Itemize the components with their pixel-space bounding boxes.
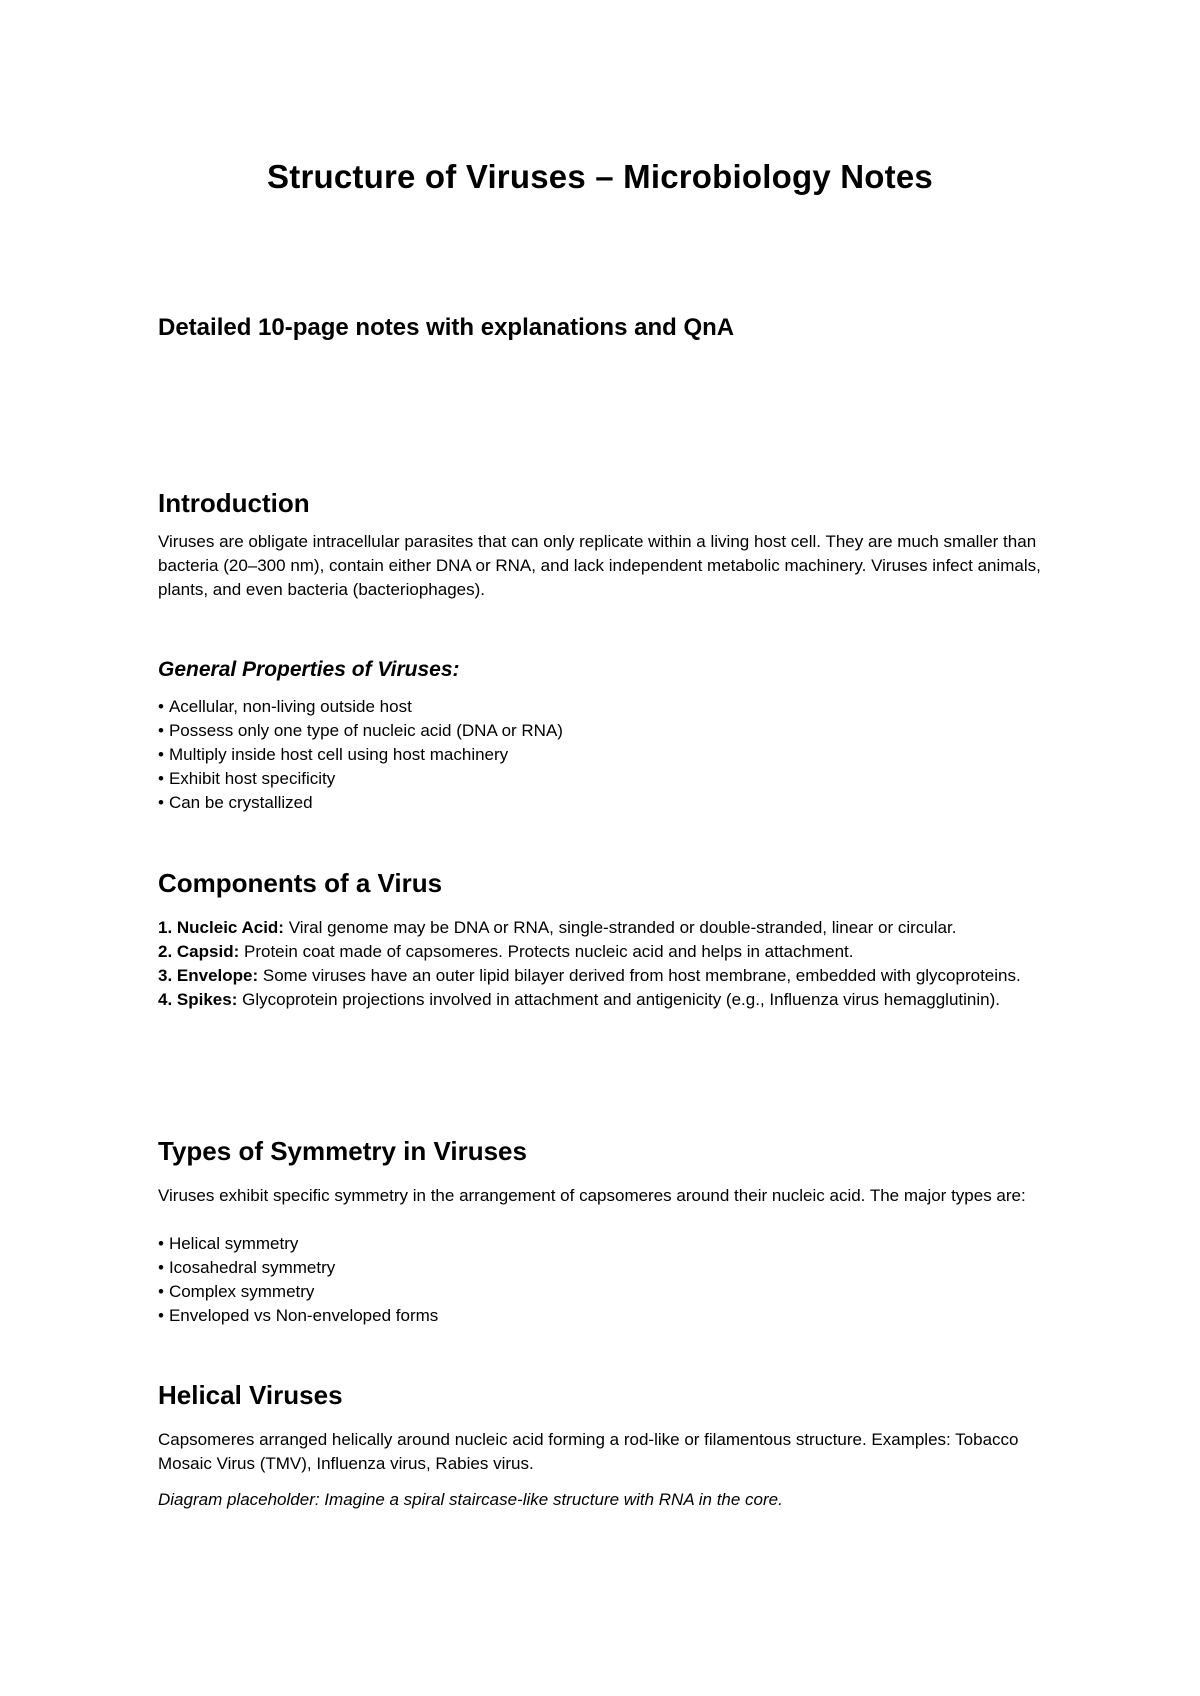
list-item: • Helical symmetry (158, 1234, 299, 1253)
components-heading: Components of a Virus (158, 868, 443, 898)
bullet-icon: • (158, 769, 164, 788)
bullet-icon: • (158, 1258, 164, 1277)
bullet-icon: • (158, 1306, 164, 1325)
document-subtitle: Detailed 10-page notes with explanations and QnA (158, 314, 735, 341)
list-item: • Enveloped vs Non-enveloped forms (158, 1306, 439, 1325)
list-item: • Complex symmetry (158, 1282, 315, 1301)
list-item: • Multiply inside host cell using host machinery (158, 745, 509, 764)
general-properties-heading: General Properties of Viruses: (158, 658, 460, 681)
bullet-icon: • (158, 1282, 164, 1301)
bullet-icon: • (158, 1234, 164, 1253)
bullet-icon: • (158, 697, 164, 716)
component-item-nucleic-acid: 1. Nucleic Acid: Viral genome may be DNA or RNA, single-stranded or double-stranded, linear or circular. (158, 918, 957, 937)
symmetry-list (158, 1232, 1058, 1328)
document-title: Structure of Viruses – Microbiology Notes (267, 158, 933, 195)
general-properties-list (158, 695, 1058, 815)
symmetry-heading: Types of Symmetry in Viruses (158, 1136, 527, 1166)
list-item: • Acellular, non-living outside host (158, 697, 412, 716)
list-item: • Exhibit host specificity (158, 769, 336, 788)
bullet-icon: • (158, 745, 164, 764)
component-item-envelope: 3. Envelope: Some viruses have an outer lipid bilayer derived from host membrane, embedded with glycoproteins. (158, 966, 1021, 985)
components-list (158, 916, 1058, 1012)
diagram-placeholder-note: Diagram placeholder: Imagine a spiral staircase-like structure with RNA in the core. (158, 1490, 783, 1509)
helical-text: Capsomeres arranged helically around nucleic acid forming a rod-like or filamentous structure. Examples: Tobacco Mosaic Virus (TMV), Influenza virus, Rabies virus. (158, 1430, 1019, 1473)
introduction-text: Viruses are obligate intracellular parasites that can only replicate within a living host cell. They are much smaller than bacteria (20–300 nm), contain either DNA or RNA, and lack independent metabolic machinery. Viruses infect animals, plants, and even bacteria (bacteriophages). (158, 532, 1041, 599)
component-item-spikes: 4. Spikes: Glycoprotein projections involved in attachment and antigenicity (e.g., Influenza virus hemagglutinin). (158, 990, 1000, 1009)
helical-heading: Helical Viruses (158, 1380, 343, 1410)
list-item: • Possess only one type of nucleic acid (DNA or RNA) (158, 721, 563, 740)
introduction-heading: Introduction (158, 488, 310, 518)
bullet-icon: • (158, 793, 164, 812)
component-item-capsid: 2. Capsid: Protein coat made of capsomeres. Protects nucleic acid and helps in attachment. (158, 942, 854, 961)
symmetry-intro: Viruses exhibit specific symmetry in the arrangement of capsomeres around their nucleic acid. The major types are: (158, 1186, 1026, 1205)
list-item: • Icosahedral symmetry (158, 1258, 336, 1277)
list-item: • Can be crystallized (158, 793, 313, 812)
bullet-icon: • (158, 721, 164, 740)
